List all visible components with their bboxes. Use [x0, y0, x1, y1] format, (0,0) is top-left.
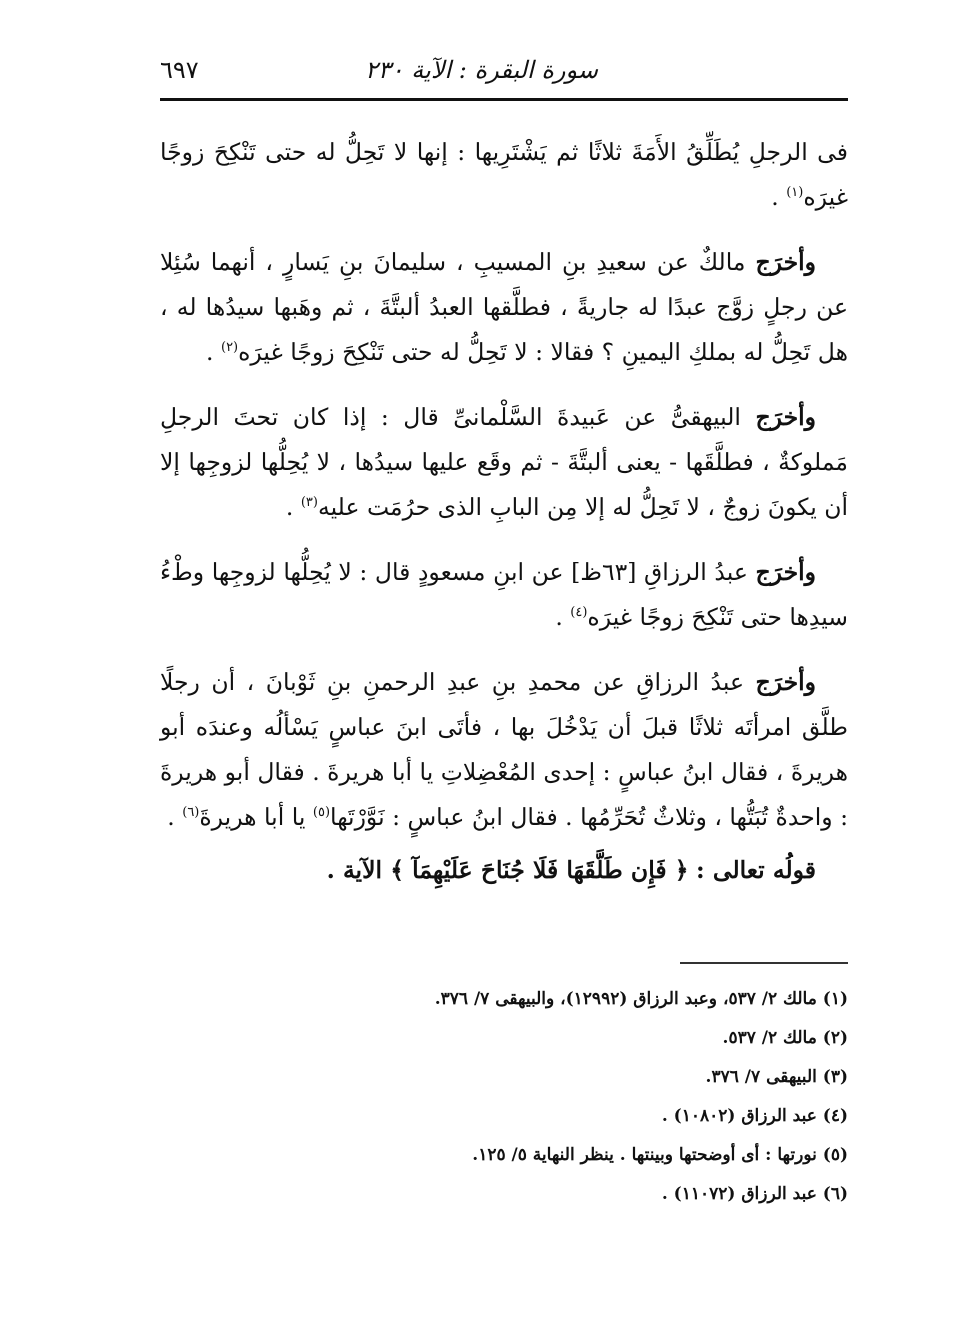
paragraph-text: البيهقىُّ عن عَبيدةَ السَّلْمانىِّ قال : إذا كان تحتَ الرجلِ مَملوكةٌ ، فطلَّقَها - يعنى ألبتَّةَ - ثم وقَع عليها سيدُها ، لا يُحِلُّها لزوجِها إلا أن يكونَ زوجٌ ، لا تَحِلُّ له إلا مِن البابِ الذى حرُمَت عليه — [160, 403, 848, 521]
paragraph-4 — [160, 550, 848, 640]
footnote-5: (٥) نورتها : أى أوضحتها وبينتها . ينظر النهاية ٥/ ١٢٥. — [472, 1145, 848, 1165]
paragraph-tail: . — [285, 493, 301, 521]
footnote-ref[interactable]: (٢) — [220, 340, 239, 356]
footnote-1: (١) مالك ٢/ ٥٣٧، وعبد الرزاق (١٢٩٩٢)، والبيهقى ٧/ ٣٧٦. — [434, 989, 848, 1009]
paragraph-tail: . — [167, 803, 183, 831]
footnote-3: (٣) البيهقى ٧/ ٣٧٦. — [705, 1067, 848, 1087]
paragraph-1 — [160, 130, 848, 220]
paragraph-3 — [160, 395, 848, 530]
quran-verse: ﴿ فَإِن طَلَّقَهَا فَلَا جُنَاحَ عَلَيْهِمَآ ﴾ — [390, 856, 689, 884]
paragraph-2 — [160, 240, 848, 375]
paragraph-text-continued: يا أبا هريرةَ — [199, 803, 313, 831]
footnote-6: (٦) عبد الرزاق (١١٠٧٢) . — [661, 1184, 848, 1204]
verse-line — [160, 848, 848, 893]
footnotes — [160, 980, 848, 1214]
paragraph-lead-word: وأخرَج — [755, 403, 816, 431]
page-header — [160, 52, 848, 94]
paragraph-text: عبدُ الرزاقِ عن محمدِ بنِ عبدِ الرحمنِ بنِ ثَوْبانَ ، أن رجلًا طلَّق امرأتَه ثلاثًا قبلَ أن يَدْخُلَ بها ، فأتَى ابنَ عباسٍ يَسْألُه وعندَه أبو هريرةَ ، فقال ابنُ عباسٍ : إحدى المُعْضِلاتِ يا أبا هريرةَ . فقال أبو هريرةَ : واحدةٌ تُبَتُّها ، وثلاثٌ تُحَرِّمُها . فقال ابنُ عباسٍ : نَوَّرْتَها — [160, 668, 848, 831]
paragraph-text: مالكٌ عن سعيدِ بنِ المسيبِ ، سليمانَ بنِ يَسارٍ ، أنهما سُئِلا عن رجلٍ زوَّج عبدًا له جاريةً ، فطلَّقها العبدُ ألبتَّةَ ، ثم وهَبها سيدُها له ، هل تَحِلُّ له بملكِ اليمينِ ؟ فقالا : لا تَحِلُّ له حتى تَنْكِحَ زوجًا غيرَه — [160, 248, 848, 366]
footnote-ref[interactable]: (٤) — [570, 605, 588, 621]
header-rule — [160, 98, 848, 101]
paragraph-lead-word: وأخرَج — [755, 558, 816, 586]
paragraph-lead-word: وأخرَج — [755, 668, 816, 696]
footnote-4: (٤) عبد الرزاق (١٠٨٠٢) . — [661, 1106, 848, 1126]
footnote-ref[interactable]: (٥) — [312, 805, 331, 821]
paragraph-tail: . — [206, 338, 221, 366]
paragraph-lead-word: وأخرَج — [755, 248, 816, 276]
running-title: سورة البقرة : الآية ٢٣٠ — [364, 56, 598, 84]
page-number: ٦٩٧ — [160, 56, 199, 84]
paragraph-text: عبدُ الرزاقِ [٦٣ظ] عن ابنِ مسعودٍ قال : لا يُحِلُّها لزوجِها وطْءُ سيدِها حتى تَنْكِحَ زوجًا غيرَه — [160, 558, 848, 631]
footnote-ref[interactable]: (٣) — [300, 495, 318, 511]
footnote-ref[interactable]: (٦) — [182, 805, 200, 821]
main-text — [160, 130, 848, 893]
paragraph-tail: . — [771, 183, 787, 211]
verse-tail: الآية . — [326, 856, 391, 884]
footnote-2: (٢) مالك ٢/ ٥٣٧. — [722, 1028, 848, 1048]
footnote-ref[interactable]: (١) — [786, 185, 804, 201]
footnote-rule — [680, 962, 848, 964]
paragraph-text: فى الرجلِ يُطَلِّقُ الأَمَةَ ثلاثًا ثم يَشْتَرِيها : إنها لا تَحِلُّ له حتى تَنْكِحَ زوجًا غيرَه — [160, 138, 848, 211]
paragraph-tail: . — [555, 603, 571, 631]
verse-intro: قولُه تعالى : — [696, 856, 816, 884]
paragraph-5 — [160, 660, 848, 840]
